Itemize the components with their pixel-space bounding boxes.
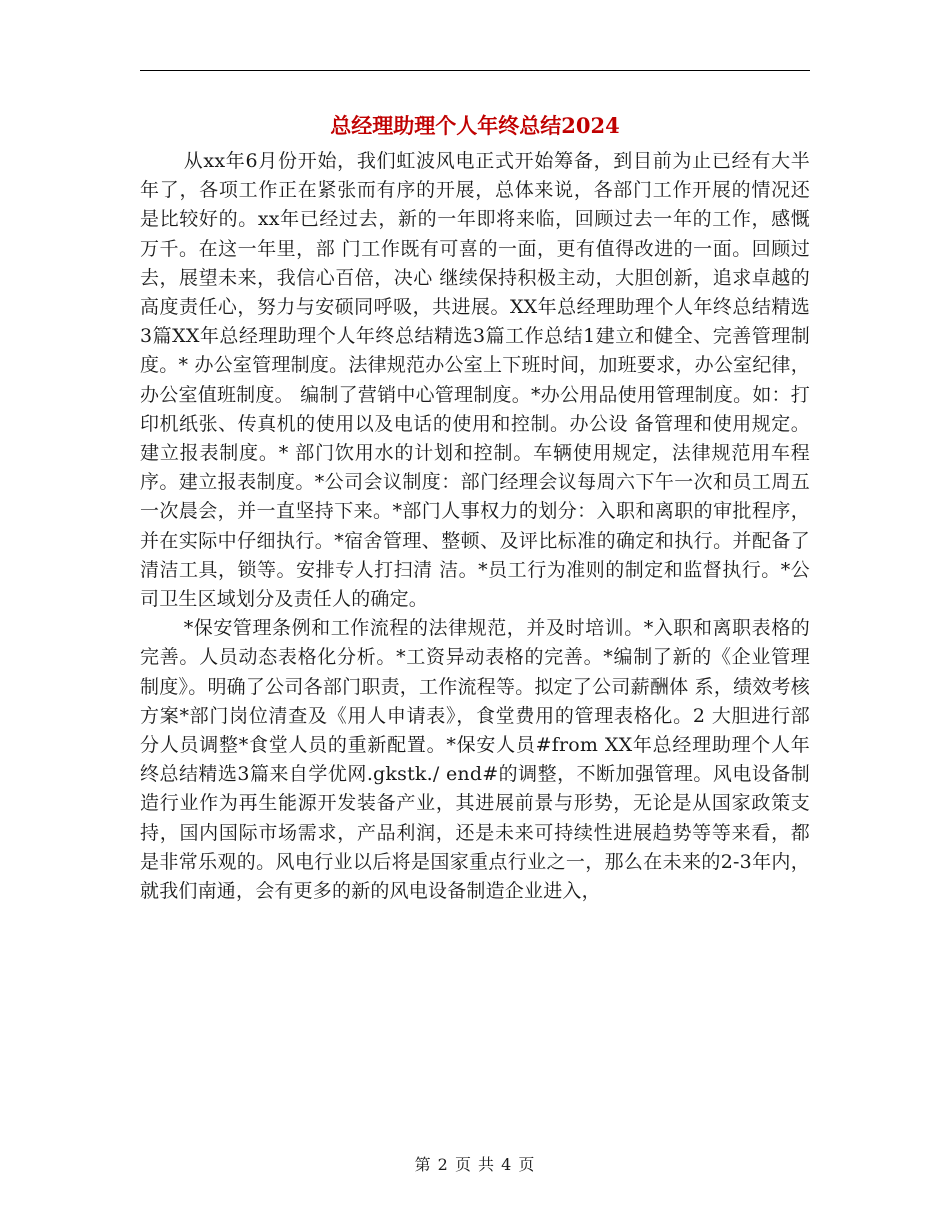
document-body [140, 147, 810, 906]
paragraph-2: *保安管理条例和工作流程的法律规范，并及时培训。*入职和离职表格的完善。人员动态表格化分析。*工资异动表格的完善。*编制了新的《企业管理制度》。明确了公司各部门职责，工作流程等。拟定了公司薪酬体 系，绩效考核方案*部门岗位清查及《用人申请表》，食堂费用的管理表格化。2 大胆进行部分人员调整*食堂人员的重新配置。*保安人员#from XX年总经理助理个人年终总结精选3篇来自学优网.gkstk./ end#的调整，不断加强管理。风电设备制造行业作为再生能源开发装备产业，其进展前景与形势，无论是从国家政策支持，国内国际市场需求，产品利润，还是未来可持续性进展趋势等等来看，都是非常乐观的。风电行业以后将是国家重点行业之一，那么在未来的2-3年内，就我们南通，会有更多的新的风电设备制造企业进入， [140, 617, 810, 903]
document-title: 总经理助理个人年终总结2024 [330, 113, 620, 138]
page-number: 第 2 页 共 4 页 [414, 1155, 536, 1174]
header-rule [140, 70, 810, 71]
paragraph-1: 从xx年6月份开始，我们虹波风电正式开始筹备，到目前为止已经有大半年了，各项工作正在紧张而有序的开展，总体来说，各部门工作开展的情况还是比较好的。xx年已经过去，新的一年即将来临，回顾过去一年的工作，感慨万千。在这一年里，部 门工作既有可喜的一面，更有值得改进的一面。回顾过去，展望未来，我信心百倍，决心 继续保持积极主动，大胆创新，追求卓越的高度责任心，努力与安硕同呼吸，共进展。XX年总经理助理个人年终总结精选3篇XX年总经理助理个人年终总结精选3篇工作总结1建立和健全、完善管理制度。* 办公室管理制度。法律规范办公室上下班时间，加班要求，办公室纪律，办公室值班制度。 编制了营销中心管理制度。*办公用品使用管理制度。如：打印机纸张、传真机的使用以及电话的使用和控制。办公设 备管理和使用规定。建立报表制度。* 部门饮用水的计划和控制。车辆使用规定，法律规范用车程序。建立报表制度。*公司会议制度：部门经理会议每周六下午一次和员工周五一次晨会，并一直坚持下来。*部门人事权力的划分：入职和离职的审批程序，并在实际中仔细执行。*宿舍管理、整顿、及评比标准的确定和执行。并配备了清洁工具，锁等。安排专人打扫清 洁。*员工行为准则的制定和监督执行。*公司卫生区域划分及责任人的确定。 [140, 150, 810, 611]
